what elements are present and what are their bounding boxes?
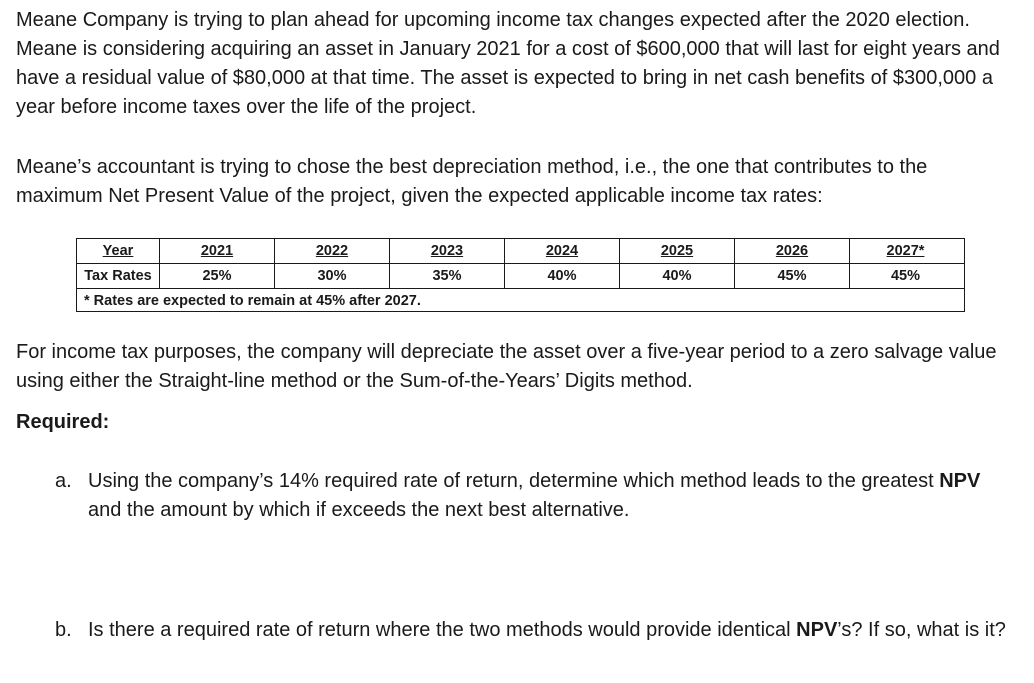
question-b-marker: b. (55, 619, 72, 641)
year-cell: 2025 (619, 239, 734, 263)
table-footnote: * Rates are expected to remain at 45% after 2027. (77, 288, 964, 313)
year-cell: 2023 (389, 239, 504, 263)
tax-rate-cell: 25% (159, 264, 274, 288)
question-a-text: Using the company’s 14% required rate of return, determine which method leads to the greatest NPV and the amount by which if exceeds the next best alternative. (88, 470, 981, 521)
required-heading: Required: (16, 411, 110, 433)
tax-rate-cell: 45% (849, 264, 961, 288)
question-b (55, 616, 1018, 645)
tax-rate-cell: 35% (389, 264, 504, 288)
year-cell: 2026 (734, 239, 849, 263)
year-header: Year (102, 243, 134, 259)
question-b-text: Is there a required rate of return where the two methods would provide identical NPV’s? If so, what is it? (88, 619, 1006, 641)
tax-rate-cell: 45% (734, 264, 849, 288)
intro-paragraph: Meane Company is trying to plan ahead for upcoming income tax changes expected after the 2020 election. Meane is considering acquiring an asset in January 2021 for a cost of $600,000 that will last for eight years and have a residual value of $80,000 at that time. The asset is expected to bring in net cash benefits of $300,000 a year before income taxes over the life of the project. (16, 9, 1000, 118)
year-cell: 2027* (849, 239, 961, 263)
accountant-paragraph: Meane’s accountant is trying to chose the best depreciation method, i.e., the one that contributes to the maximum Net Present Value of the project, given the expected applicable income tax rates: (16, 156, 928, 207)
year-cell: 2024 (504, 239, 619, 263)
depreciation-paragraph: For income tax purposes, the company will depreciate the asset over a five-year period to a zero salvage value using either the Straight-line method or the Sum-of-the-Years’ Digits method. (16, 341, 997, 392)
tax-rate-row (77, 263, 964, 288)
year-cell: 2021 (159, 239, 274, 263)
tax-rate-header: Tax Rates (84, 268, 152, 284)
tax-rate-cell: 30% (274, 264, 389, 288)
tax-rate-cell: 40% (619, 264, 734, 288)
tax-rate-table (76, 238, 965, 312)
question-a-marker: a. (55, 470, 72, 492)
year-cell: 2022 (274, 239, 389, 263)
question-a (55, 467, 1018, 525)
tax-rate-cell: 40% (504, 264, 619, 288)
year-row (77, 239, 964, 263)
